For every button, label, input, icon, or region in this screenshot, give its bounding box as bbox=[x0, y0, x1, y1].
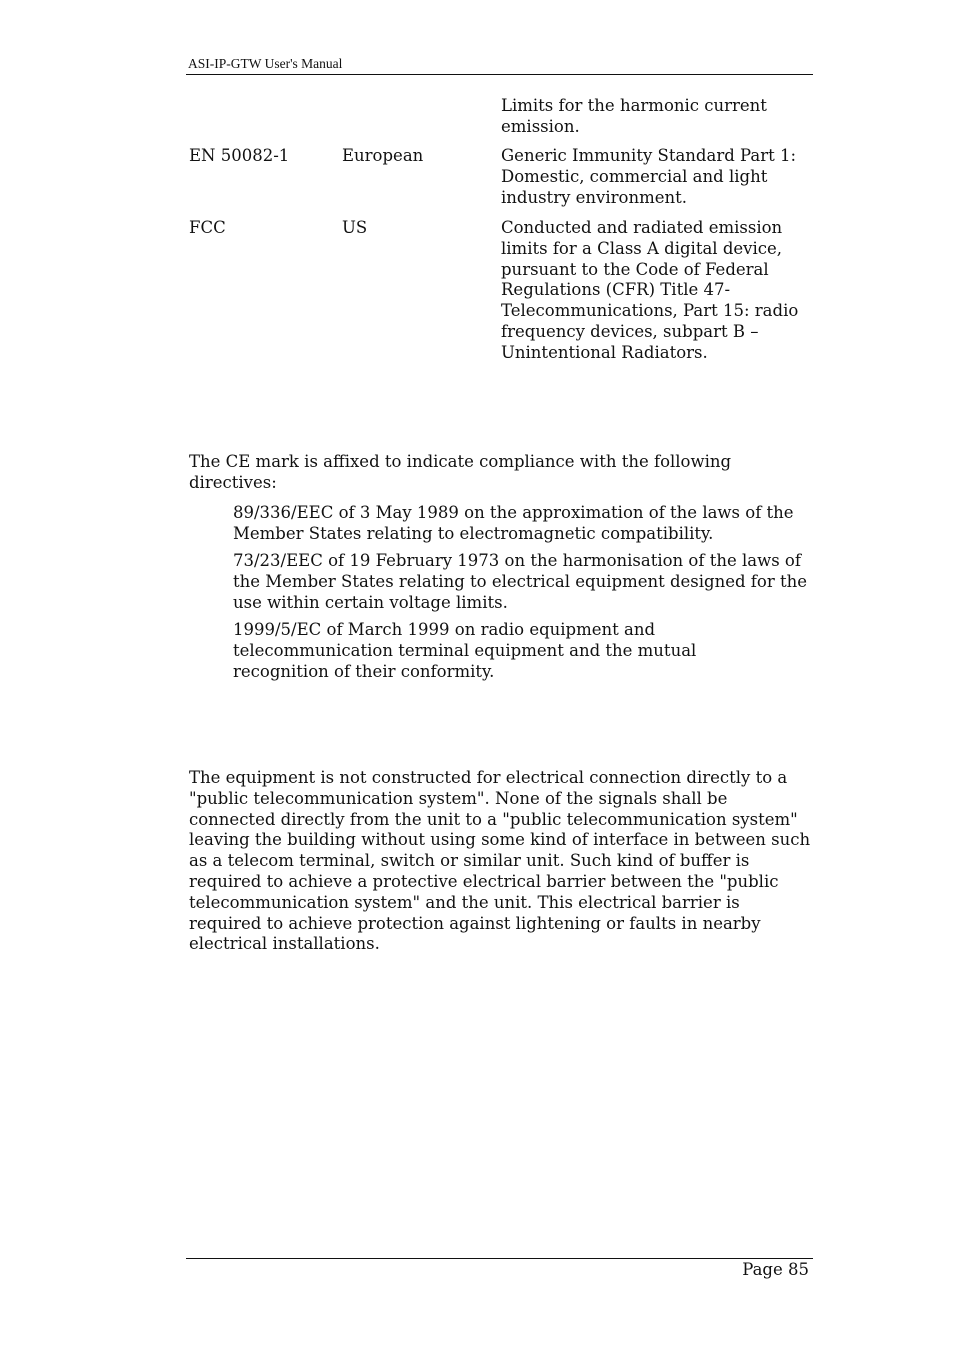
page-number: Page 85 bbox=[742, 1260, 809, 1279]
header-rule bbox=[186, 74, 813, 75]
table-cell-description: Generic Immunity Standard Part 1: Domestic, commercial and light industry environment. bbox=[501, 146, 797, 207]
directive-item: 1999/5/EC of March 1999 on radio equipment and telecommunication terminal equipment and the mutual recognition of their conformity. bbox=[233, 620, 697, 681]
table-cell-region: European bbox=[342, 146, 424, 165]
table-cell-standard: EN 50082-1 bbox=[189, 146, 290, 165]
directive-item: 89/336/EEC of 3 May 1989 on the approximation of the laws of the Member States relating to electromagnetic compatibility. bbox=[233, 503, 794, 543]
directive-item: 73/23/EEC of 19 February 1973 on the harmonisation of the laws of the Member States relating to electrical equipment designed for the use within certain voltage limits. bbox=[233, 551, 808, 612]
table-cell-region: US bbox=[342, 218, 368, 237]
table-cell-standard: FCC bbox=[189, 218, 226, 237]
ce-intro: The CE mark is affixed to indicate compliance with the following directives: bbox=[189, 452, 732, 492]
telecom-paragraph: The equipment is not constructed for electrical connection directly to a "public telecommunication system". None of the signals shall be connected directly from the unit to a "public telecommunication system" leaving the building without using some kind of interface in between such as a telecom terminal, switch or similar unit. Such kind of buffer is required to achieve a protective electrical barrier between the "public telecommunication system" and the unit. This electrical barrier is required to achieve protection against lightening or faults in nearby electrical installations. bbox=[189, 768, 811, 954]
table-cell-description: Limits for the harmonic current emission. bbox=[501, 96, 767, 136]
footer-rule bbox=[186, 1258, 813, 1259]
table-cell-description: Conducted and radiated emission limits for a Class A digital device, pursuant to the Code of Federal Regulations (CFR) Title 47-Telecommunications, Part 15: radio frequency devices, subpart B – Unintentional Radiators. bbox=[501, 218, 799, 362]
running-header: ASI-IP-GTW User's Manual bbox=[188, 56, 343, 71]
